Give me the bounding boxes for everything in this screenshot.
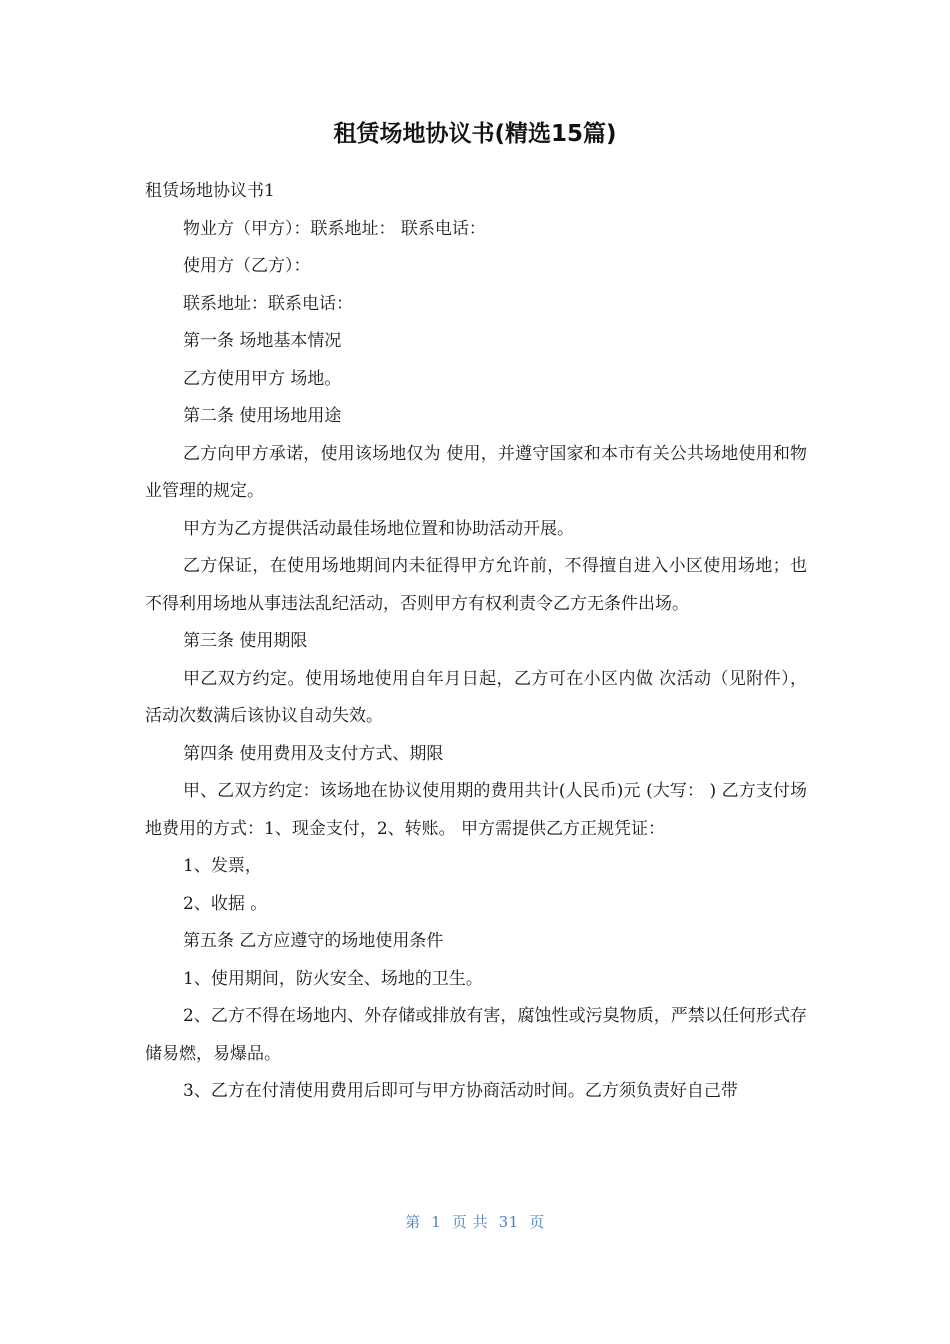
paragraph: 第五条 乙方应遵守的场地使用条件 bbox=[183, 931, 444, 951]
paragraph: 1、使用期间，防火安全、场地的卫生。 bbox=[183, 968, 483, 989]
paragraph: 甲、乙双方约定：该场地在协议使用期的费用共计(人民币)元 (大写： ) 乙方支付场地费用的方式：1、现金支付，2、转账。 甲方需提供乙方正规凭证： bbox=[145, 781, 807, 839]
paragraph: 第四条 使用费用及支付方式、期限 bbox=[183, 743, 444, 764]
paragraph: 3、乙方在付清使用费用后即可与甲方协商活动时间。乙方须负责好自己带 bbox=[183, 1081, 738, 1101]
footer-current-page: 1 bbox=[431, 1213, 442, 1231]
footer-total-pages: 31 bbox=[498, 1213, 519, 1231]
paragraph: 租赁场地协议书1 bbox=[145, 181, 275, 201]
paragraph: 2、收据 。 bbox=[183, 893, 268, 914]
paragraph: 第二条 使用场地用途 bbox=[183, 406, 342, 426]
paragraph: 第三条 使用期限 bbox=[183, 631, 308, 651]
page-footer bbox=[0, 1210, 950, 1234]
paragraph: 联系地址：联系电话： bbox=[183, 293, 353, 314]
paragraph: 使用方（乙方）： bbox=[183, 256, 311, 276]
paragraph: 1、发票， bbox=[183, 856, 262, 876]
paragraph: 乙方保证，在使用场地期间内未征得甲方允许前，不得擅自进入小区使用场地；也不得利用场地从事违法乱纪活动，否则甲方有权利责令乙方无条件出场。 bbox=[145, 556, 807, 614]
document-body bbox=[145, 173, 807, 1111]
footer-middle: 页 共 bbox=[451, 1213, 489, 1231]
paragraph: 乙方向甲方承诺，使用该场地仅为 使用，并遵守国家和本市有关公共场地使用和物业管理的规定。 bbox=[145, 443, 807, 501]
footer-prefix: 第 bbox=[405, 1213, 421, 1231]
document-title: 租赁场地协议书(精选15篇) bbox=[333, 121, 617, 147]
paragraph: 乙方使用甲方 场地。 bbox=[183, 368, 342, 389]
footer-suffix: 页 bbox=[529, 1213, 545, 1231]
paragraph: 物业方（甲方）：联系地址： 联系电话： bbox=[183, 218, 486, 239]
paragraph: 甲乙双方约定。使用场地使用自年月日起，乙方可在小区内做 次活动（见附件），活动次数满后该协议自动失效。 bbox=[145, 668, 807, 726]
paragraph: 甲方为乙方提供活动最佳场地位置和协助活动开展。 bbox=[183, 518, 574, 539]
paragraph: 2、乙方不得在场地内、外存储或排放有害，腐蚀性或污臭物质，严禁以任何形式存储易燃，易爆品。 bbox=[145, 1006, 807, 1064]
paragraph: 第一条 场地基本情况 bbox=[183, 331, 342, 351]
